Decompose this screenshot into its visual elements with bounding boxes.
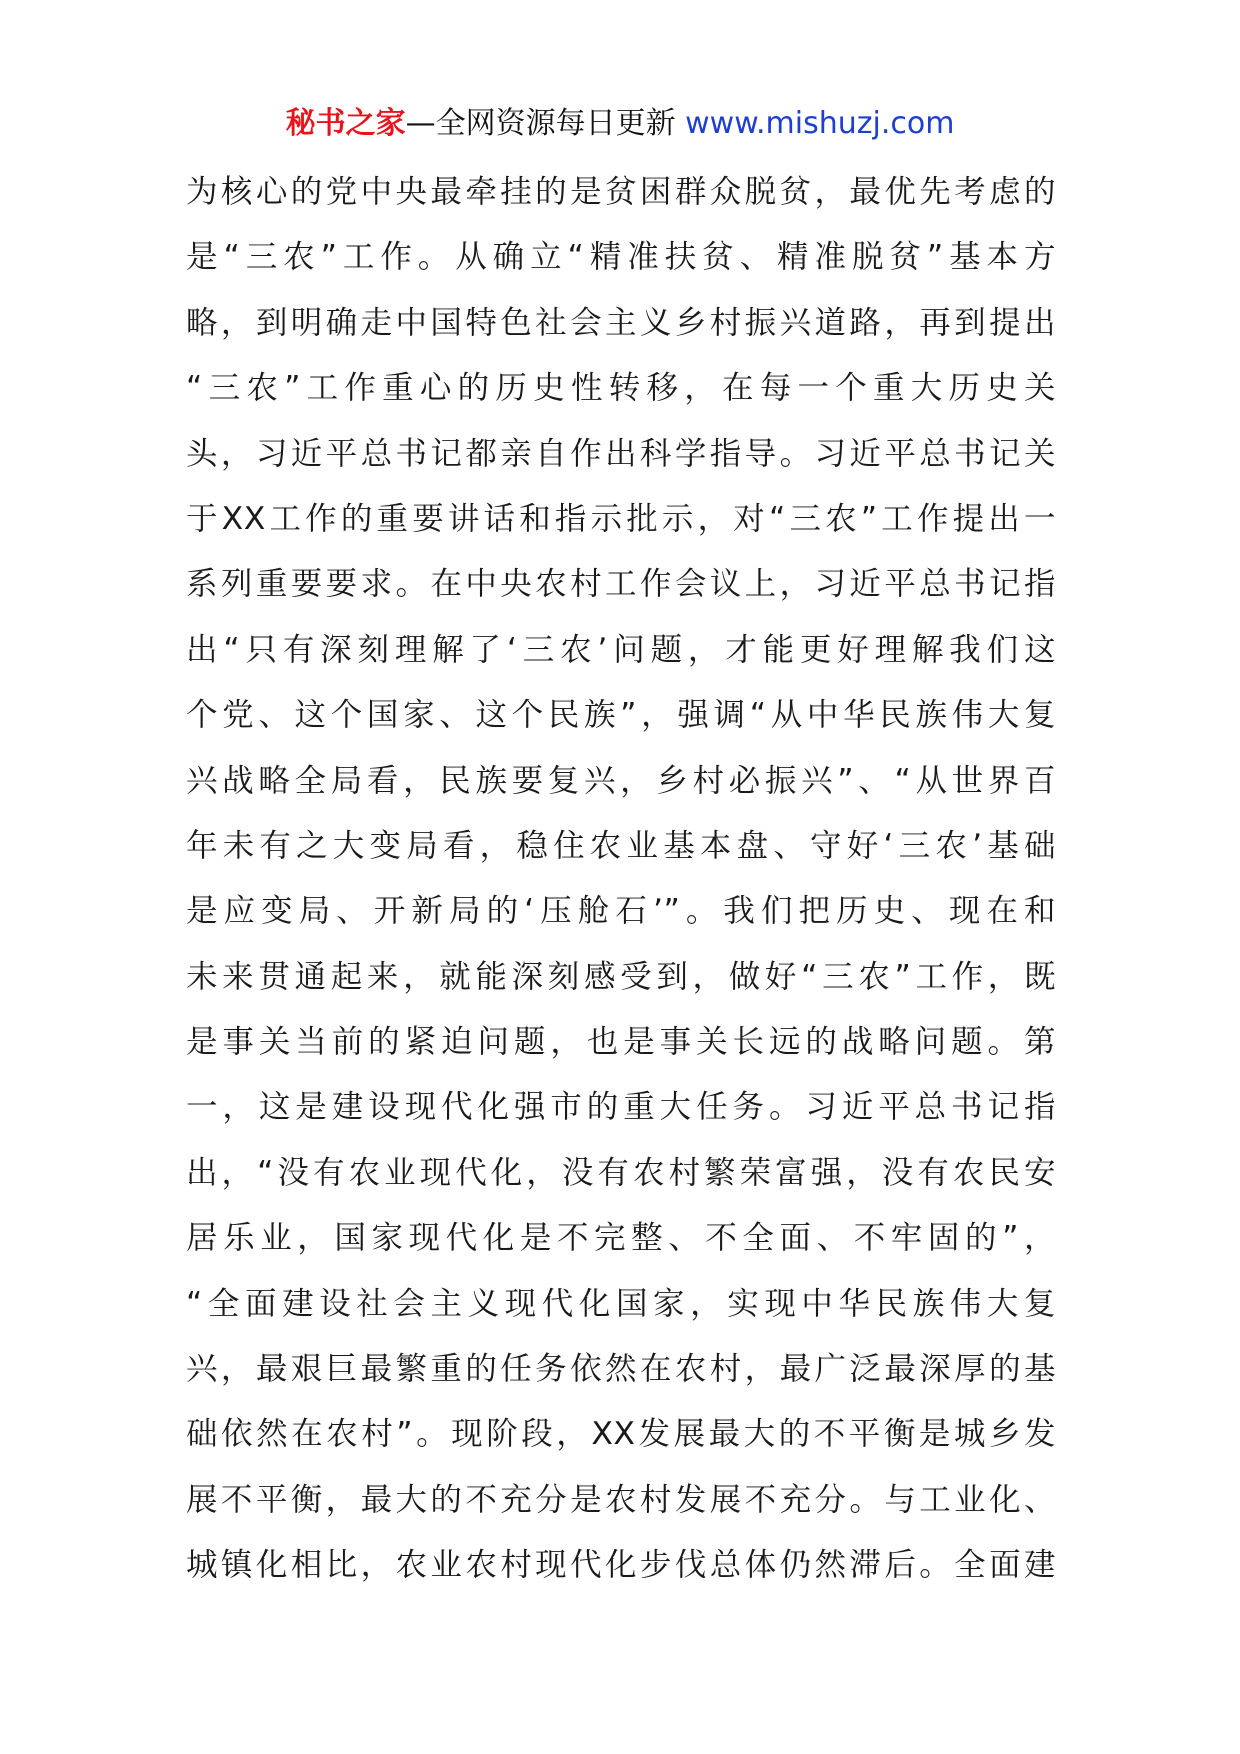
text-line: 为核心的党中央最牵挂的是贫困群众脱贫，最优先考虑的	[186, 174, 1056, 210]
text-line: “三农”工作重心的历史性转移，在每一个重大历史关	[186, 370, 1056, 407]
text-line: 出“只有深刻理解了‘三农’问题，才能更好理解我们这	[186, 631, 1056, 668]
text-line: 个党、这个国家、这个民族”，强调“从中华民族伟大复	[186, 697, 1056, 734]
text-line: 是事关当前的紧迫问题，也是事关长远的战略问题。第	[186, 1024, 1056, 1061]
document-body	[186, 160, 1056, 1599]
text-line: 一，这是建设现代化强市的重大任务。习近平总书记指	[186, 1089, 1056, 1126]
text-line: 于XX工作的重要讲话和指示批示，对“三农”工作提出一	[186, 500, 1056, 537]
text-line: 头，习近平总书记都亲自作出科学指导。习近平总书记关	[186, 435, 1056, 472]
text-line: 居乐业，国家现代化是不完整、不全面、不牢固的”，	[186, 1220, 1056, 1257]
brand-name: 秘书之家	[285, 106, 406, 141]
text-line: 础依然在农村”。现阶段，XX发展最大的不平衡是城乡发	[186, 1416, 1056, 1453]
text-line: 是“三农”工作。从确立“精准扶贫、精准脱贫”基本方	[186, 239, 1056, 276]
site-url-link[interactable]: www.mishuzj.com	[685, 106, 955, 141]
text-line: 略，到明确走中国特色社会主义乡村振兴道路，再到提出	[186, 304, 1056, 341]
text-line: 系列重要要求。在中央农村工作会议上，习近平总书记指	[186, 566, 1056, 603]
text-line: 是应变局、开新局的‘压舱石’”。我们把历史、现在和	[186, 893, 1056, 930]
text-line: 年未有之大变局看，稳住农业基本盘、守好‘三农’基础	[186, 827, 1056, 864]
text-line: 兴，最艰巨最繁重的任务依然在农村，最广泛最深厚的基	[186, 1351, 1056, 1388]
text-line: 兴战略全局看，民族要复兴，乡村必振兴”、“从世界百	[186, 762, 1056, 799]
text-line: 出，“没有农业现代化，没有农村繁荣富强，没有农民安	[186, 1154, 1056, 1191]
text-line: “全面建设社会主义现代化国家，实现中华民族伟大复	[186, 1285, 1056, 1322]
page-header	[0, 100, 1240, 148]
text-line: 城镇化相比，农业农村现代化步伐总体仍然滞后。全面建	[186, 1547, 1056, 1584]
header-tagline: —全网资源每日更新	[405, 106, 686, 141]
text-line: 展不平衡，最大的不充分是农村发展不充分。与工业化、	[186, 1481, 1056, 1518]
text-line: 未来贯通起来，就能深刻感受到，做好“三农”工作，既	[186, 958, 1056, 995]
